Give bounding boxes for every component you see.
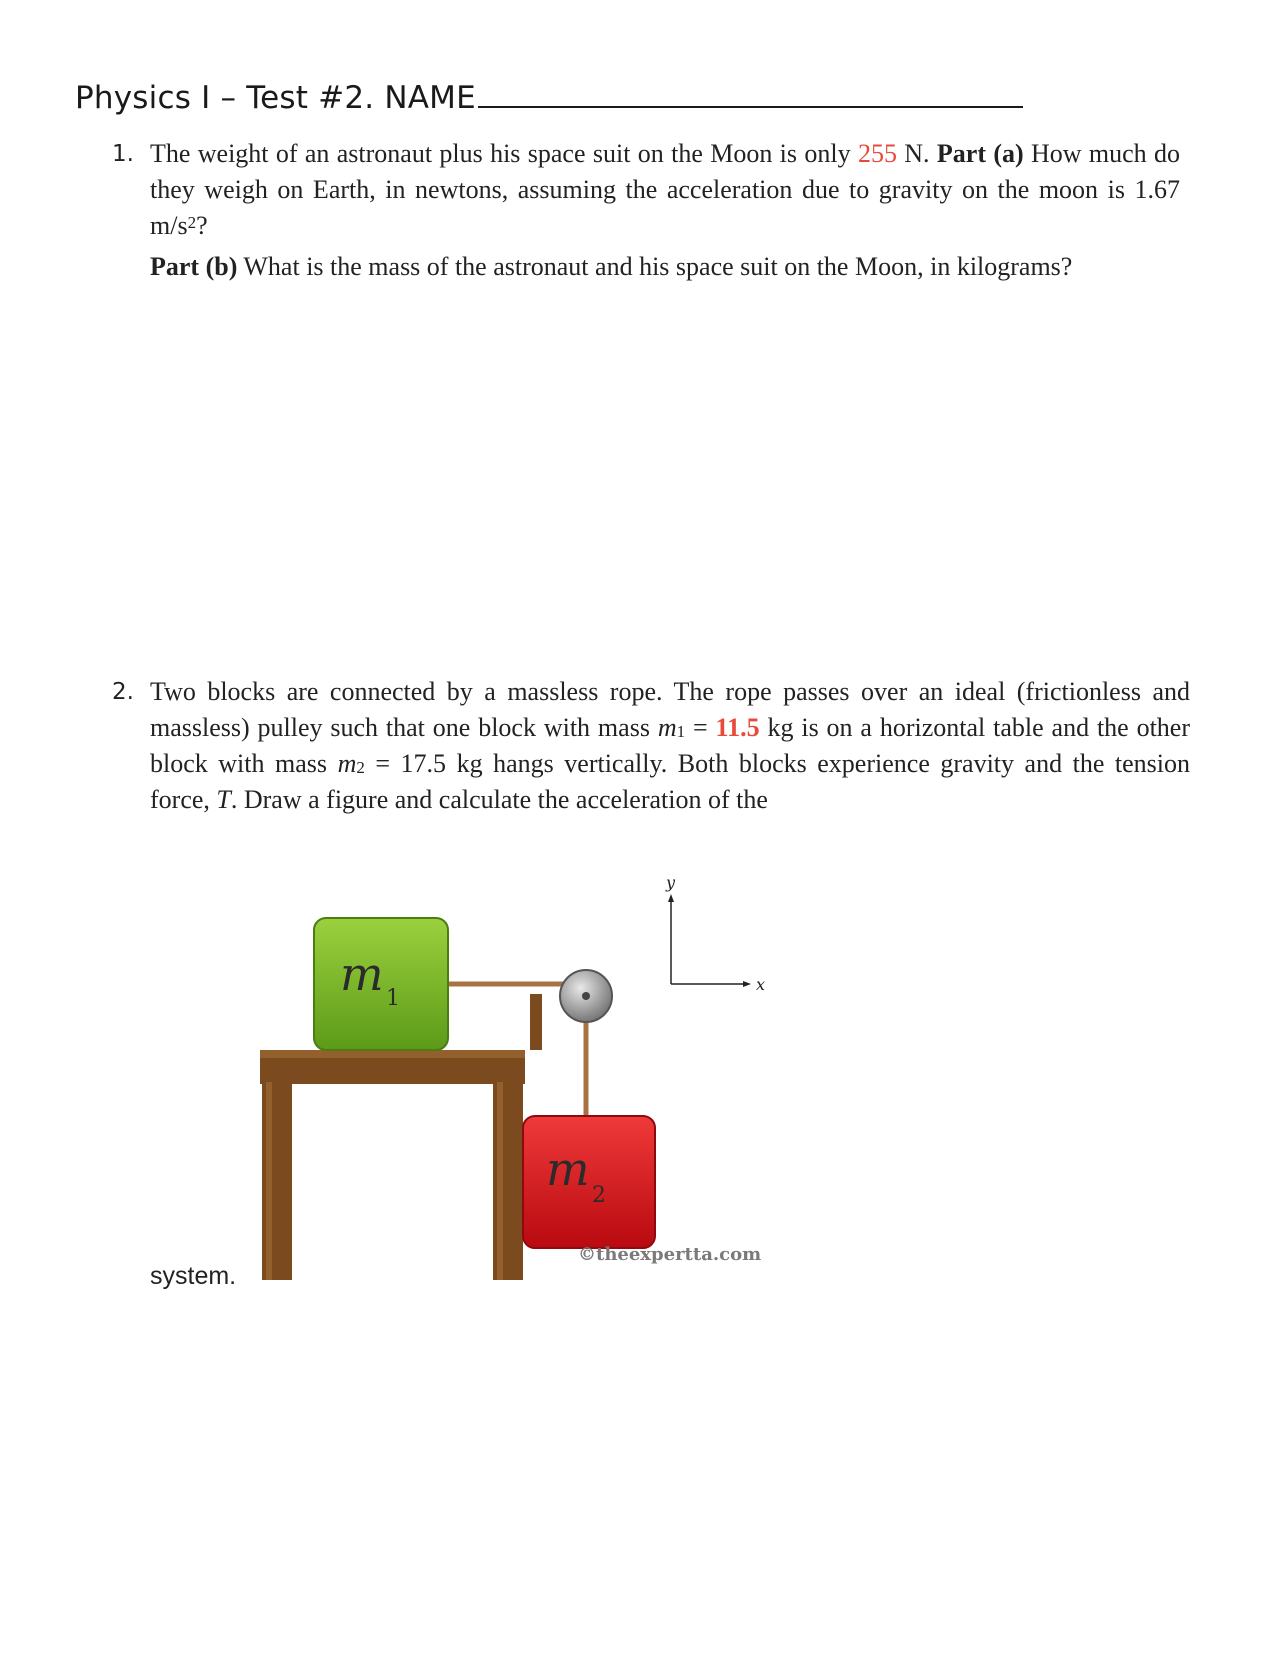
question-2-text: Two blocks are connected by a massless rope. The rope passes over an ideal (frictionless and massless) pulley such that one block with mass m1 = 11.5 kg is on a horizontal table and the other block with mass m2 = 17.5 kg hangs vertically. Both blocks experience gravity and the tension force, T. Draw a figure and calculate the acceleration of the [150,677,1190,814]
question-2-number: 2. [112,679,134,705]
block2-sub: 2 [592,1183,606,1208]
m1-value: 11.5 [715,713,760,742]
axis-x-label: x [756,975,766,994]
part-a-label: Part (a) [936,139,1024,168]
question-1-part-b: Part (b) What is the mass of the astronaut and his space suit on the Moon, in kilograms? [150,252,1073,281]
image-credit: ©theexpertta.com [578,1244,762,1265]
question-2 [112,674,1190,818]
axis-y-label: y [666,873,676,892]
question-2-end-text: system. [150,1262,237,1290]
block1-sub: 1 [386,986,400,1011]
block2-label: m [546,1142,590,1196]
block-m2 [523,1116,655,1248]
question-1-number: 1. [112,141,134,167]
pulley-diagram [230,860,790,1280]
part-b-label: Part (b) [150,252,238,281]
pulley-figure [230,860,790,1285]
test-title: Physics I – Test #2. NAME [75,76,1023,116]
question-1 [112,136,1180,244]
question-1-text: The weight of an astronaut plus his space suit on the Moon is only 255 N. Part (a) How much do they weigh on Earth, in newtons, assuming the acceleration due to gravity on the moon is 1.67 $m/s^2$? [150,139,1181,240]
weight-value: 255 [857,139,897,168]
table [260,1050,525,1280]
axes-icon [665,873,765,994]
name-blank-line[interactable] [478,76,1023,108]
block1-label: m [340,947,384,1001]
block-m1 [314,918,448,1050]
